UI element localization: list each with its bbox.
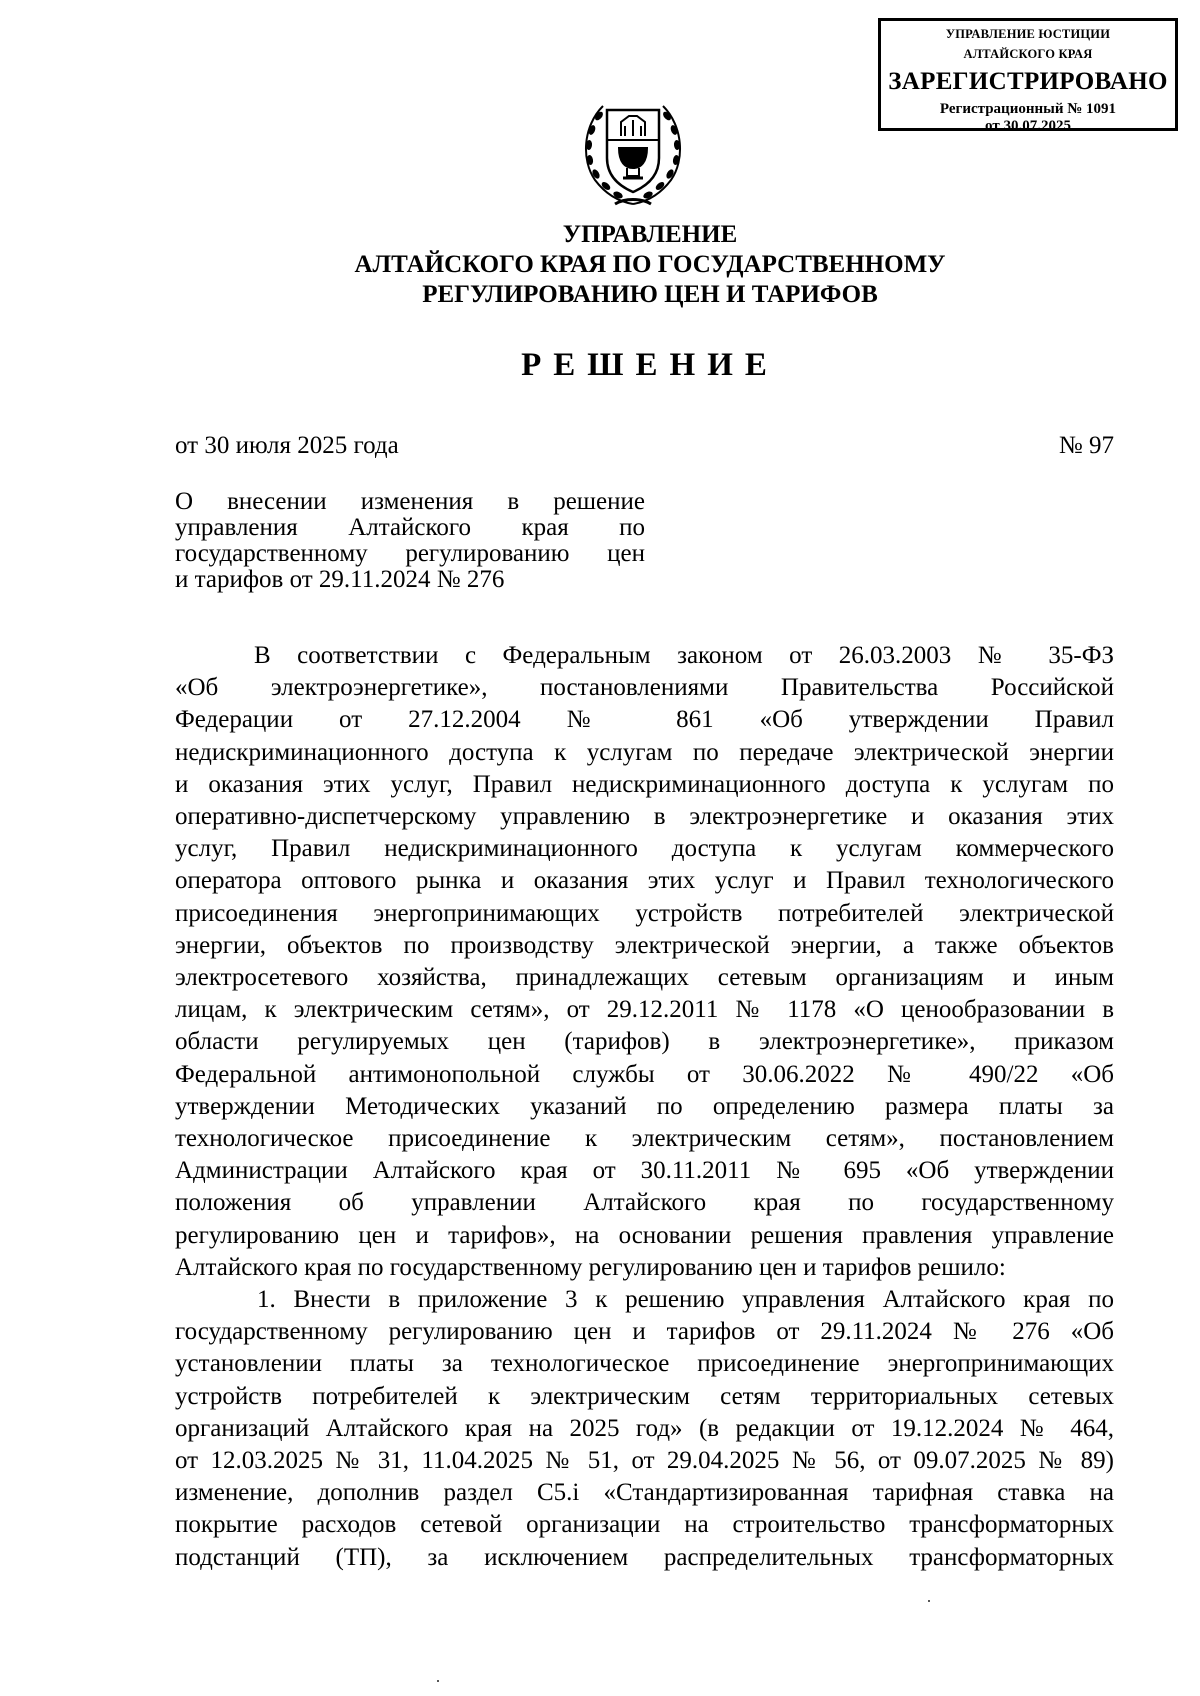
subject-line: государственному регулированию цен — [175, 540, 645, 567]
body-line: электросетевого хозяйства, принадлежащих сетевым организациям и иным — [175, 964, 1114, 992]
subject-line: О внесении изменения в решение — [175, 488, 645, 515]
subject-line: управления Алтайского края по — [175, 514, 645, 541]
body-line: Федерации от 27.12.2004 № 861 «Об утверждении Правил — [175, 706, 1114, 734]
body-line: и оказания этих услуг, Правил недискриминационного доступа к услугам по — [175, 770, 1114, 798]
body-line: услуг, Правил недискриминационного доступа к услугам коммерческого — [175, 835, 1114, 863]
body-line: Администрации Алтайского края от 30.11.2011 № 695 «Об утверждении — [175, 1157, 1114, 1185]
body-line: изменение, дополнив раздел С5.i «Стандартизированная тарифная ставка на — [175, 1479, 1114, 1507]
document-number: № 97 — [1058, 432, 1114, 459]
body-line: подстанций (ТП), за исключением распределительных трансформаторных — [175, 1543, 1114, 1571]
body-line: утверждении Методических указаний по определению размера платы за — [175, 1092, 1114, 1120]
body-line: присоединения энергопринимающих устройств потребителей электрической — [175, 899, 1114, 927]
body-line: положения об управлении Алтайского края по государственному — [175, 1189, 1114, 1217]
body-line: Алтайского края по государственному регулированию цен и тарифов решило: — [175, 1253, 1006, 1281]
body-line: устройств потребителей к электрическим сетям территориальных сетевых — [175, 1382, 1114, 1410]
body-line: недискриминационного доступа к услугам по передаче электрической энергии — [175, 738, 1114, 766]
stamp-org-line2: АЛТАЙСКОГО КРАЯ — [963, 47, 1093, 61]
document-type-title: РЕШЕНИЕ — [521, 347, 779, 383]
body-line: регулированию цен и тарифов», на основании решения правления управление — [175, 1221, 1114, 1249]
body-line: Федеральной антимонопольной службы от 30.06.2022 № 490/22 «Об — [175, 1060, 1114, 1088]
body-line: В соответствии с Федеральным законом от 26.03.2003 № 35-ФЗ — [254, 642, 1114, 669]
body-line: 1. Внести в приложение 3 к решению управления Алтайского края по — [257, 1286, 1114, 1314]
stamp-status: ЗАРЕГИСТРИРОВАНО — [888, 68, 1168, 95]
body-line: области регулируемых цен (тарифов) в электроэнергетике», приказом — [175, 1028, 1114, 1056]
authority-line1: УПРАВЛЕНИЕ — [562, 221, 738, 248]
body-line: «Об электроэнергетике», постановлениями Правительства Российской — [175, 674, 1114, 702]
scan-speck — [928, 1600, 930, 1602]
scan-speck — [437, 1680, 439, 1682]
stamp-reg-date: от 30.07.2025 — [985, 118, 1071, 134]
authority-line3: РЕГУЛИРОВАНИЮ ЦЕН И ТАРИФОВ — [422, 281, 878, 308]
body-line: установлении платы за технологическое присоединение энергопринимающих — [175, 1350, 1114, 1378]
registration-stamp — [878, 18, 1178, 134]
body-line: оператора оптового рынка и оказания этих услуг и Правил технологического — [175, 867, 1114, 895]
body-line: оперативно-диспетчерскому управлению в электроэнергетике и оказания этих — [175, 803, 1114, 831]
document-body — [175, 640, 1114, 1574]
body-line: организаций Алтайского края на 2025 год» (в редакции от 19.12.2024 № 464, — [175, 1414, 1114, 1442]
body-line: от 12.03.2025 № 31, 11.04.2025 № 51, от 29.04.2025 № 56, от 09.07.2025 № 89) — [175, 1447, 1114, 1475]
stamp-org-line1: УПРАВЛЕНИЕ ЮСТИЦИИ — [945, 27, 1111, 41]
document-date: от 30 июля 2025 года — [175, 432, 399, 459]
document-subject — [175, 489, 645, 593]
subject-line: и тарифов от 29.11.2024 № 276 — [175, 566, 505, 593]
body-line: покрытие расходов сетевой организации на строительство трансформаторных — [175, 1511, 1114, 1539]
altai-krai-coat-of-arms-icon — [573, 88, 693, 212]
body-line: государственному регулированию цен и тарифов от 29.11.2024 № 276 «Об — [175, 1318, 1114, 1346]
authority-line2: АЛТАЙСКОГО КРАЯ ПО ГОСУДАРСТВЕННОМУ — [354, 251, 946, 278]
body-line: лицам, к электрическим сетям», от 29.12.2011 № 1178 «О ценообразовании в — [175, 996, 1114, 1024]
body-line: энергии, объектов по производству электрической энергии, а также объектов — [175, 931, 1114, 959]
body-line: технологическое присоединение к электрическим сетям», постановлением — [175, 1125, 1114, 1153]
authority-header — [250, 220, 1050, 310]
stamp-reg-number: Регистрационный № 1091 — [939, 101, 1117, 117]
